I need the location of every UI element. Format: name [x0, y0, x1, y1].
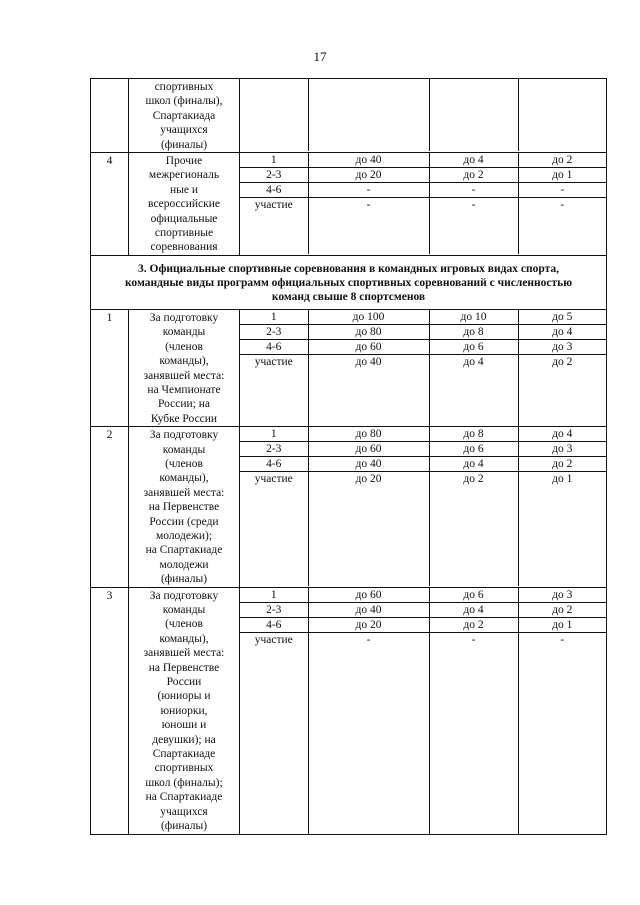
name-line: За подготовку: [149, 429, 219, 442]
place-cell: 1: [240, 153, 308, 168]
name-line: школ (финалы);: [145, 776, 223, 789]
value-cell: до 40: [308, 354, 429, 426]
name-line: спортивных: [154, 81, 214, 93]
value-cell: до 1: [518, 168, 606, 183]
name-line: команды: [162, 326, 206, 339]
page-number: 17: [313, 49, 327, 64]
name-line: занявшей места:: [143, 369, 225, 382]
row-number: 3: [91, 587, 129, 834]
value-cell: до 2: [518, 602, 606, 617]
name-line: команды),: [159, 472, 209, 485]
value-cell: до 60: [308, 588, 429, 603]
value-cell: -: [429, 198, 518, 255]
name-line: (членов: [165, 340, 203, 353]
table-row: [91, 79, 607, 153]
place-cell: участие: [240, 198, 308, 255]
name-line: (финалы): [160, 820, 208, 833]
name-line: на Первенстве: [148, 501, 220, 514]
name-line: За подготовку: [149, 311, 219, 324]
name-line: (членов: [165, 457, 203, 470]
values-grid: [240, 79, 606, 151]
value-cell: до 2: [429, 168, 518, 183]
name-line: школ (финалы),: [145, 95, 223, 108]
table-row: [91, 587, 607, 834]
name-line: учащихся: [160, 124, 208, 137]
value-cell: до 4: [429, 457, 518, 472]
value-cell: -: [308, 183, 429, 198]
name-line: Кубке России: [150, 412, 218, 425]
value-cell: до 2: [429, 617, 518, 632]
name-line: юниорки,: [160, 704, 208, 717]
name-line: занявшей места:: [143, 647, 225, 660]
value-cell: до 1: [552, 473, 573, 486]
table-row: [91, 309, 607, 426]
row-name: [129, 309, 240, 426]
name-line: девушки); на: [152, 733, 216, 746]
value-cell: до 40: [308, 602, 429, 617]
value-cell: до 10: [429, 310, 518, 325]
value-cell: до 5: [518, 310, 606, 325]
value-cell: до 2: [552, 355, 573, 368]
name-line: юноши и: [161, 719, 207, 732]
place-cell: 1: [240, 588, 308, 603]
value-cell: до 6: [429, 339, 518, 354]
values-cell: [240, 587, 607, 834]
name-line: (членов: [165, 618, 203, 631]
name-line: России: [166, 676, 202, 689]
name-line: команды),: [159, 632, 209, 645]
name-line: учащихся: [160, 805, 208, 818]
name-line: команды: [162, 604, 206, 616]
value-cell: до 60: [308, 442, 429, 457]
value-cell: до 80: [308, 427, 429, 442]
name-line: Прочие: [165, 155, 203, 168]
name-line: молодежи);: [155, 529, 213, 542]
place-cell: 4-6: [240, 457, 308, 472]
name-line: молодежи: [159, 558, 209, 571]
value-cell: до 8: [429, 427, 518, 442]
value-cell: -: [429, 632, 518, 834]
name-line: на Первенстве: [148, 661, 220, 674]
value-cell: до 100: [308, 310, 429, 325]
value-cell: до 80: [308, 324, 429, 339]
section-title-line: командные виды программ официальных спортивных соревнований с численностью: [124, 276, 573, 289]
competition-table: [90, 78, 607, 835]
values-grid: [240, 427, 606, 586]
value-cell: до 2: [429, 472, 518, 587]
place-cell: 1: [240, 427, 308, 442]
row-number: [91, 79, 129, 153]
name-line: России (среди: [149, 515, 219, 528]
place-cell: 4-6: [240, 183, 308, 198]
name-line: официальные: [150, 212, 218, 225]
name-line: За подготовку: [149, 589, 219, 602]
place-cell: 2-3: [240, 602, 308, 617]
value-cell: до 3: [518, 588, 606, 603]
name-line: на Спартакиаде: [145, 791, 223, 804]
value-cell: -: [429, 183, 518, 198]
name-line: Спартакиада: [152, 109, 216, 122]
value-cell: -: [560, 199, 565, 212]
name-line: ные и: [169, 183, 198, 196]
section-title-line: команд свыше 8 спортсменов: [271, 290, 426, 303]
place-cell: 2-3: [240, 168, 308, 183]
place-cell: участие: [240, 354, 308, 426]
table-row: [91, 427, 607, 587]
value-cell: -: [308, 198, 429, 255]
value-cell: до 3: [518, 442, 606, 457]
value-cell: до 4: [518, 324, 606, 339]
place-cell: 1: [240, 310, 308, 325]
values-cell: [240, 153, 607, 256]
name-line: Спартакиаде: [152, 748, 216, 761]
values-grid: [240, 588, 606, 834]
value-cell: до 2: [518, 457, 606, 472]
value-cell: до 40: [308, 153, 429, 168]
value-cell: до 20: [308, 168, 429, 183]
value-cell: до 4: [518, 427, 606, 442]
values-grid: [240, 153, 606, 254]
place-cell: участие: [240, 472, 308, 587]
value-cell: до 4: [429, 602, 518, 617]
value-cell: до 6: [429, 588, 518, 603]
values-cell: [240, 309, 607, 426]
value-cell: до 1: [518, 617, 606, 632]
row-name: [129, 79, 240, 153]
name-line: занявшей места:: [143, 486, 225, 499]
value-cell: до 3: [518, 339, 606, 354]
value-cell: -: [308, 632, 429, 834]
section-title: [91, 255, 607, 309]
name-line: спортивных: [154, 762, 214, 775]
name-line: России; на: [158, 398, 210, 411]
name-line: (финалы): [160, 138, 208, 151]
place-cell: 2-3: [240, 324, 308, 339]
values-cell: [240, 427, 607, 587]
value-cell: до 6: [429, 442, 518, 457]
place-cell: 4-6: [240, 339, 308, 354]
row-number: 4: [91, 153, 129, 256]
value-cell: -: [518, 183, 606, 198]
place-cell: 4-6: [240, 617, 308, 632]
place-cell: участие: [240, 632, 308, 834]
name-line: команды: [162, 443, 206, 456]
row-name: [129, 427, 240, 587]
table-row: [91, 153, 607, 256]
value-cell: до 4: [429, 354, 518, 426]
value-cell: до 20: [308, 617, 429, 632]
name-line: спортивные: [154, 227, 214, 240]
value-cell: до 60: [308, 339, 429, 354]
value-cell: до 8: [429, 324, 518, 339]
row-name: [129, 153, 240, 256]
values-grid: [240, 310, 606, 426]
name-line: межрегиональ: [148, 169, 220, 182]
section-title-line: 3. Официальные спортивные соревнования в командных игровых видах спорта,: [138, 262, 559, 275]
name-line: команды),: [159, 355, 209, 368]
value-cell: до 4: [429, 153, 518, 168]
section-header-row: [91, 255, 607, 309]
place-cell: 2-3: [240, 442, 308, 457]
row-name: [129, 587, 240, 834]
value-cell: -: [560, 633, 565, 646]
name-line: (финалы): [160, 573, 208, 586]
name-line: на Спартакиаде: [145, 544, 223, 557]
value-cell: до 20: [308, 472, 429, 587]
name-line: всероссийские: [148, 198, 220, 211]
row-number: 1: [91, 309, 129, 426]
values-cell: [240, 79, 607, 153]
row-number: 2: [91, 427, 129, 587]
value-cell: до 2: [518, 153, 606, 168]
name-line: соревнования: [150, 241, 218, 254]
name-line: (юниоры и: [157, 690, 211, 703]
name-line: на Чемпионате: [147, 383, 221, 396]
value-cell: до 40: [308, 457, 429, 472]
